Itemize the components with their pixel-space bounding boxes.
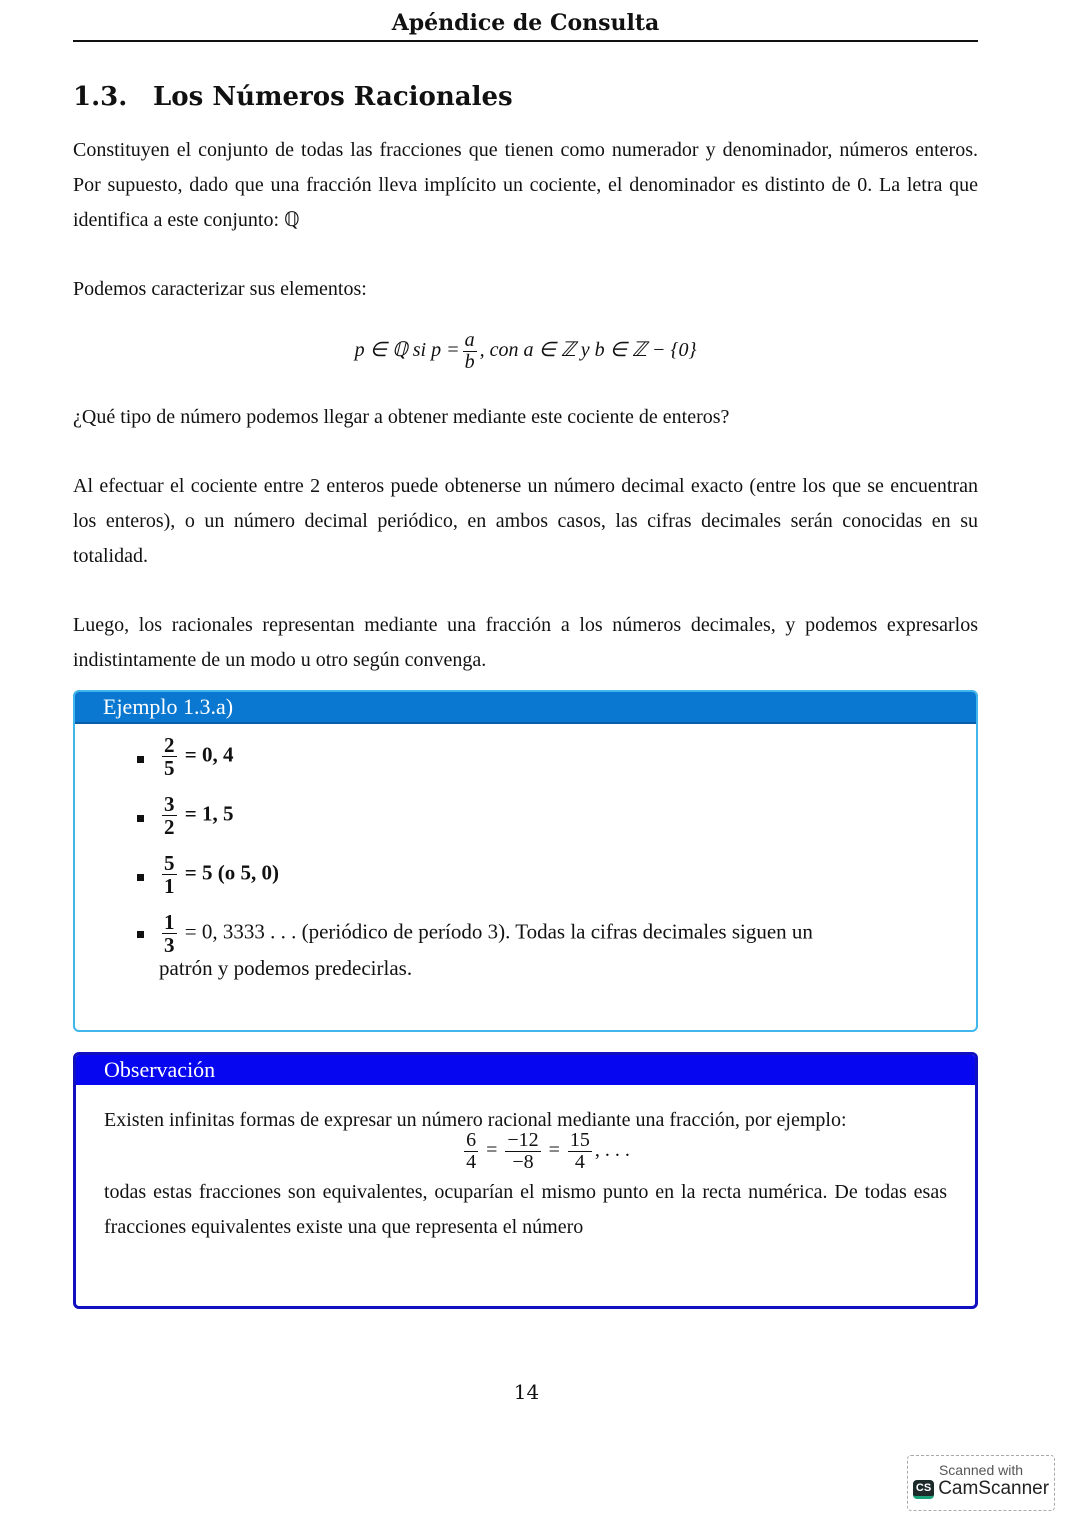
numerator: 1 xyxy=(164,910,175,935)
equals: = xyxy=(486,1139,498,1162)
example-item xyxy=(135,734,976,779)
denominator: 1 xyxy=(164,874,175,899)
formula-right: , con a ∈ ℤ y b ∈ ℤ − {0} xyxy=(479,339,697,362)
result: = 0, 4 xyxy=(184,742,234,767)
result: = 5 (o 5, 0) xyxy=(184,860,279,885)
numerator: 5 xyxy=(164,851,175,876)
running-header: Apéndice de Consulta xyxy=(73,10,978,42)
result: = 1, 5 xyxy=(184,801,234,826)
result: = 0, 3333 . . . (periódico de período 3). Todas la cifras decimales siguen un xyxy=(184,919,813,944)
numerator: −12 xyxy=(507,1129,539,1151)
fraction xyxy=(463,330,477,373)
camscanner-logo-icon: CS xyxy=(913,1480,934,1499)
example-item xyxy=(135,852,976,897)
denominator: 2 xyxy=(164,815,175,840)
observation-text-2: todas estas fracciones son equivalentes, ocuparían el mismo punto en la recta numérica. De todas esas fracciones equivalentes existe una que representa el número xyxy=(104,1181,947,1238)
paragraph-characterize: Podemos caracterizar sus elementos: xyxy=(73,278,367,300)
example-title: Ejemplo 1.3.a) xyxy=(75,692,976,724)
formula-left: p ∈ ℚ si p = xyxy=(354,339,460,362)
watermark-text: Scanned with xyxy=(938,1462,1024,1478)
example-box xyxy=(73,690,978,1032)
result-continued: patrón y podemos predecirlas. xyxy=(159,956,413,981)
denominator: −8 xyxy=(512,1151,534,1173)
numerator: 6 xyxy=(466,1129,477,1151)
section-number: 1.3. xyxy=(73,82,128,112)
section-heading xyxy=(73,82,513,112)
denominator: b xyxy=(464,351,475,373)
section-title: Los Números Racionales xyxy=(153,82,513,112)
equals: = xyxy=(548,1139,560,1162)
denominator: 4 xyxy=(466,1151,477,1173)
numerator: 3 xyxy=(164,792,175,817)
denominator: 4 xyxy=(574,1151,585,1173)
denominator: 3 xyxy=(164,933,175,958)
camscanner-watermark xyxy=(907,1455,1055,1511)
numerator: 15 xyxy=(569,1129,590,1151)
example-item xyxy=(135,911,976,981)
ellipsis: , . . . xyxy=(594,1139,630,1162)
numerator: 2 xyxy=(164,733,175,757)
numerator: a xyxy=(464,329,475,351)
observation-box xyxy=(73,1052,978,1309)
denominator: 5 xyxy=(164,756,175,781)
observation-title: Observación xyxy=(76,1055,975,1085)
paragraph-conclusion: Luego, los racionales representan mediante una fracción a los números decimales, y podemos expresarlos indistintamente de un modo u otro según convenga. xyxy=(73,614,978,671)
paragraph-question: ¿Qué tipo de número podemos llegar a obtener mediante este cociente de enteros? xyxy=(73,406,730,428)
paragraph-quotient: Al efectuar el cociente entre 2 enteros puede obtenerse un número decimal exacto (entre los que se encuentran los enteros), o un número decimal periódico, en ambos casos, las cifras decimales serán conocidas en su totalidad. xyxy=(73,475,978,567)
observation-text: Existen infinitas formas de expresar un número racional mediante una fracción, por ejemplo: xyxy=(104,1109,847,1131)
example-item xyxy=(135,793,976,838)
watermark-brand: CamScanner xyxy=(938,1478,1050,1499)
formula xyxy=(73,330,978,373)
page-number: 14 xyxy=(513,1380,540,1404)
paragraph-definition: Constituyen el conjunto de todas las fracciones que tienen como numerador y denominador, números enteros. Por supuesto, dado que una fracción lleva implícito un cociente, el denominador es distinto de 0. La letra que identifica a este conjunto: ℚ xyxy=(73,139,978,231)
